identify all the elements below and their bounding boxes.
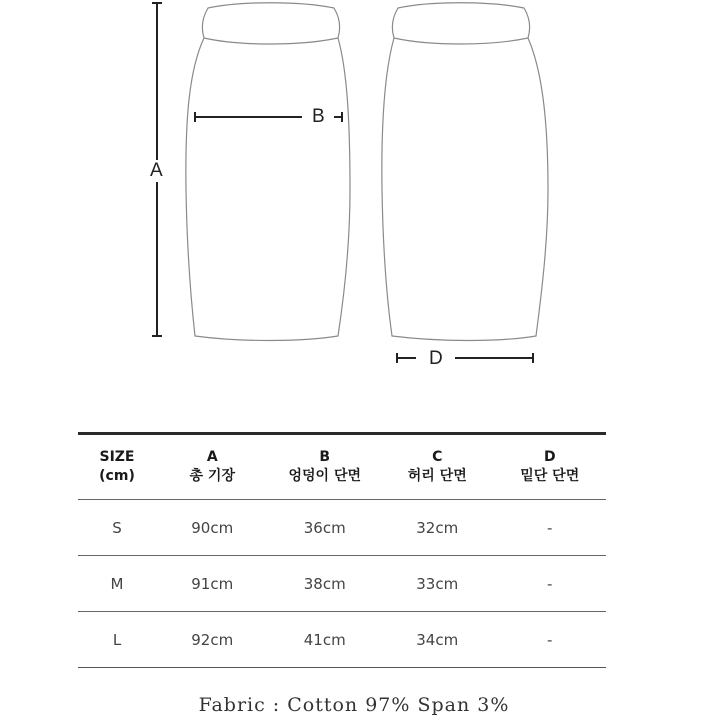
cell-hem-width: -: [494, 612, 607, 668]
cell-hem-width: -: [494, 556, 607, 612]
dimension-d-line: [397, 353, 533, 363]
cell-hip-width: 38cm: [269, 556, 382, 612]
header-b-code: B: [319, 449, 331, 465]
cell-waist-width: 33cm: [381, 556, 494, 612]
size-chart-header-row: [78, 434, 606, 500]
fabric-composition: Fabric : Cotton 97% Span 3%: [198, 694, 510, 716]
size-chart-table: [78, 432, 606, 668]
cell-hip-width: 36cm: [269, 500, 382, 556]
dimension-b-label: B: [312, 106, 325, 127]
header-d: [494, 434, 607, 500]
cell-waist-width: 34cm: [381, 612, 494, 668]
header-c: [381, 434, 494, 500]
header-d-desc: 밑단 단면: [520, 468, 580, 484]
header-c-desc: 허리 단면: [407, 468, 467, 484]
cell-hem-width: -: [494, 500, 607, 556]
table-row: [78, 612, 606, 668]
header-size-label: SIZE: [99, 449, 135, 465]
cell-hip-width: 41cm: [269, 612, 382, 668]
cell-size: M: [78, 556, 156, 612]
dimension-a-label: A: [150, 160, 163, 181]
cell-total-length: 92cm: [156, 612, 269, 668]
cell-size: S: [78, 500, 156, 556]
header-a: [156, 434, 269, 500]
cell-total-length: 91cm: [156, 556, 269, 612]
header-size-unit: (cm): [99, 468, 135, 484]
cell-total-length: 90cm: [156, 500, 269, 556]
header-a-desc: 총 기장: [189, 468, 235, 484]
header-b: [269, 434, 382, 500]
header-d-code: D: [543, 449, 556, 465]
header-b-desc: 엉덩이 단면: [288, 468, 361, 484]
skirt-front-illustration: [186, 3, 350, 341]
header-a-code: A: [206, 449, 218, 465]
header-c-code: C: [432, 449, 443, 465]
table-row: [78, 500, 606, 556]
cell-waist-width: 32cm: [381, 500, 494, 556]
skirt-back-illustration: [382, 3, 548, 341]
table-row: [78, 556, 606, 612]
header-size: [78, 434, 156, 500]
cell-size: L: [78, 612, 156, 668]
dimension-d-label: D: [429, 348, 443, 369]
